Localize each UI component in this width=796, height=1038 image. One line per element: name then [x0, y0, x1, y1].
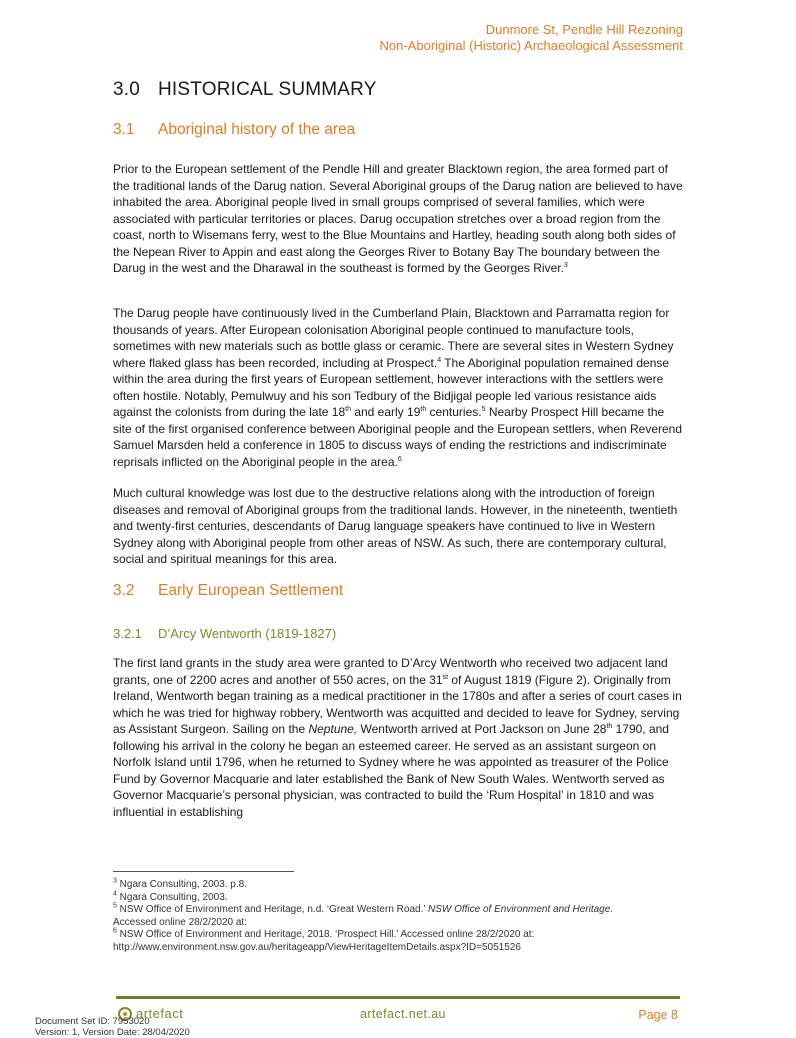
footnote-ref[interactable]: 4 — [437, 356, 442, 364]
subsection-heading-3-2 — [113, 582, 343, 600]
subsection-heading-3-1 — [113, 121, 355, 139]
paragraph-text: Much cultural knowledge was lost due to the destructive relations along with the introduction of foreign diseases and removal of Aboriginal groups from the traditional lands. However, in the nineteenth, twentieth and twenty-first centuries, descendants of Darug language speakers have continued to live in Western Sydney along with Aboriginal people from other areas of NSW. As such, there are contemporary cultural, social and spiritual meanings for this area. — [113, 486, 678, 566]
paragraph-text: 1790, and following his arrival in the colony he began an esteemed career. He served as an assistant surgeon on Norfolk Island until 1796, when he returned to Sydney where he was appointed as treasurer of the Police Fund by Governor Macquarie and later established the Bank of New South Wales. Wentworth served as Governor Macquarie’s personal physician, was contracted to build the ‘Rum Hospital’ in 1810 and was influential in establishing — [113, 722, 669, 819]
page-number: Page 8 — [638, 1008, 678, 1022]
footnote-source: NSW Office of Environment and Heritage. — [427, 904, 614, 915]
footnote-ref[interactable]: 6 — [397, 455, 402, 463]
paragraph-2 — [113, 305, 683, 470]
ordinal-suffix: st — [442, 673, 449, 681]
footnote-6 — [113, 929, 693, 954]
document-set-id: Document Set ID: 7953020 — [35, 1016, 150, 1027]
paragraph-text: and early 19 — [350, 405, 421, 419]
footnote-list — [113, 879, 693, 954]
footnote-ref[interactable]: 5 — [481, 406, 486, 413]
footnote-text: Accessed online 28/2/2020 at: — [113, 916, 247, 928]
footnote-divider — [113, 871, 294, 872]
footnote-url[interactable]: http://www.environment.nsw.gov.au/heritageapp/ViewHeritageItemDetails.aspx?ID=5051526 — [113, 941, 521, 953]
subsubsection-heading-3-2-1 — [113, 626, 336, 641]
footnote-number: 6 — [113, 927, 117, 935]
paragraph-text: The Aboriginal population remained dense within the area during the first years of European settlement, however interactions with the settlers were often hostile. Notably, Pemulwuy and his son Tedbury of the Bidjigal people led various resistance aids against the colonists from during the late 18 — [113, 355, 670, 419]
footnote-5 — [113, 904, 693, 929]
footnote-text: Ngara Consulting, 2003. p.8. — [116, 879, 247, 890]
footer-website[interactable]: artefact.net.au — [360, 1007, 446, 1021]
section-title: HISTORICAL SUMMARY — [158, 79, 377, 100]
footnote-text: Ngara Consulting, 2003. — [116, 891, 228, 903]
subsection-title: Aboriginal history of the area — [158, 121, 356, 138]
header-line-1: Dunmore St, Pendle Hill Rezoning — [485, 22, 683, 37]
section-number: 3.0 — [113, 79, 141, 100]
paragraph-text: Nearby Prospect Hill became the site of the first organised conference between Aboriginal people and the European settlers, when Reverend Samuel Marsden held a conference in 1805 to discuss ways of ending the restrictions and indiscriminate reprisals inflicted on the Aboriginal people in the area. — [113, 405, 683, 469]
subsubsection-title: D’Arcy Wentworth (1819-1827) — [158, 626, 337, 641]
paragraph-text: Prior to the European settlement of the Pendle Hill and greater Blacktown region, the area formed part of the traditional lands of the Darug nation. Several Aboriginal groups of the Darug nation are believed to have inhabited the area. Aboriginal people lived in small groups comprised of several families, which were associated with particular territories or places. Darug occupation stretches over a broad region from the coast, north to Wisemans ferry, west to the Blue Mountains and Hartley, heading south along both sides of the Nepean River to Appin and east along the Georges River to Botany Bay The boundary between the Darug in the west and the Dharawal in the southeast is formed by the Georges River. — [113, 162, 683, 275]
subsection-number: 3.2 — [113, 582, 135, 599]
footnote-3 — [113, 879, 693, 892]
subsection-number: 3.1 — [113, 121, 135, 138]
paragraph-text: Wentworth arrived at Port Jackson on June 28 — [357, 722, 607, 736]
running-header — [380, 22, 683, 54]
subsection-title: Early European Settlement — [158, 582, 344, 599]
paragraph-3 — [113, 485, 683, 568]
section-heading — [113, 79, 377, 101]
subsubsection-number: 3.2.1 — [113, 626, 142, 641]
footnote-number: 3 — [113, 877, 117, 885]
paragraph-text: The first land grants in the study area were granted to D’Arcy Wentworth who received two adjacent land grants, one of 2200 acres and another of 550 acres, on the 31 — [113, 656, 668, 687]
footer-rule — [116, 996, 680, 999]
paragraph-text: of August 1819 (Figure 2). Originally from Ireland, Wentworth began training as a medical practitioner in the 1780s and after a series of court cases in which he was tried for highway robbery, Wentworth was acquitted and decided to leave for Sydney, serving as Assistant Surgeon. Sailing on the — [113, 672, 682, 736]
paragraph-1 — [113, 161, 683, 277]
footnote-number: 4 — [113, 890, 117, 898]
footnote-ref[interactable]: 3 — [563, 262, 568, 269]
footnote-text: NSW Office of Environment and Heritage, n.d. ‘Great Western Road.’ — [116, 904, 428, 915]
ordinal-suffix: th — [345, 406, 351, 413]
footnote-number: 5 — [113, 902, 117, 910]
ordinal-suffix: th — [606, 723, 613, 730]
ship-name: Neptune, — [308, 722, 358, 736]
footnote-4 — [113, 892, 693, 905]
version-info: Version: 1, Version Date: 28/04/2020 — [35, 1027, 190, 1038]
footnote-text: NSW Office of Environment and Heritage, 2018. ‘Prospect Hill.’ Accessed online 28/2/2020 at: — [116, 929, 535, 940]
ordinal-suffix: th — [420, 406, 427, 413]
paragraph-text: centuries. — [426, 405, 482, 419]
logo-text: artefact — [136, 1006, 184, 1021]
paragraph-4 — [113, 655, 683, 820]
paragraph-text: The Darug people have continuously lived in the Cumberland Plain, Blacktown and Parramatta region for thousands of years. After European colonisation Aboriginal people continued to manufacture tools, sometimes with new materials such as bottle glass or ceramic. There are several sites in Western Sydney where flaked glass has been recorded, including at Prospect. — [113, 306, 674, 370]
header-line-2: Non-Aboriginal (Historic) Archaeological Assessment — [379, 38, 683, 53]
